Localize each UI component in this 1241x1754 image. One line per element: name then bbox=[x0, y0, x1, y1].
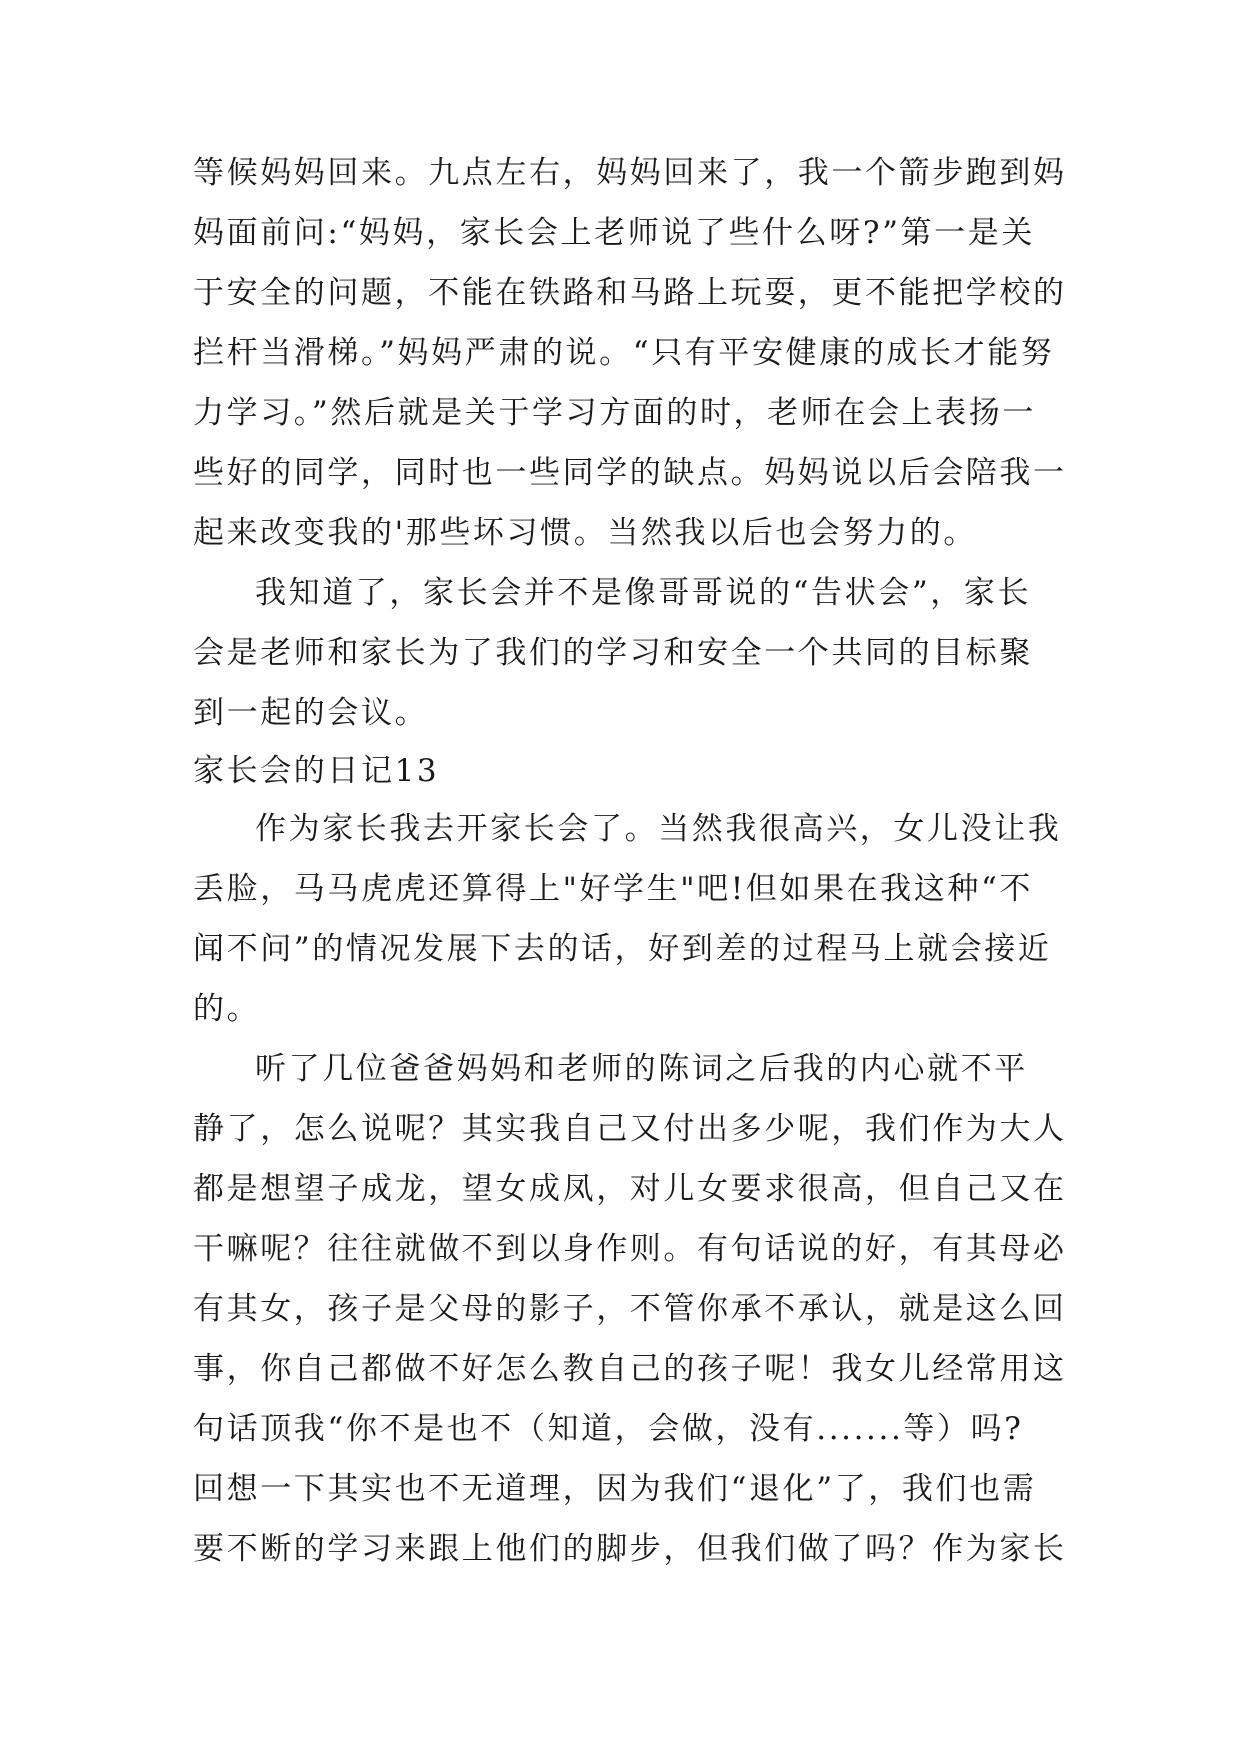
body-text-line: 起来改变我的'那些坏习惯。当然我以后也会努力的。 bbox=[193, 515, 977, 551]
paragraph-first-line: 我知道了，家长会并不是像哥哥说的“告状会”，家长 bbox=[255, 575, 1032, 611]
body-text-line: 于安全的问题，不能在铁路和马路上玩耍，更不能把学校的 bbox=[193, 275, 1067, 311]
body-text-line: 要不断的学习来跟上他们的脚步，但我们做了吗？作为家长 bbox=[193, 1531, 1067, 1567]
body-text-line: 些好的同学，同时也一些同学的缺点。妈妈说以后会陪我一 bbox=[193, 455, 1067, 491]
section-heading: 家长会的日记13 bbox=[193, 753, 440, 789]
paragraph-first-line: 听了几位爸爸妈妈和老师的陈词之后我的内心就不平 bbox=[255, 1051, 1028, 1087]
body-text-line: 都是想望子成龙，望女成凤，对儿女要求很高，但自己又在 bbox=[193, 1171, 1067, 1207]
body-text-line: 有其女，孩子是父母的影子，不管你承不承认，就是这么回 bbox=[193, 1291, 1067, 1327]
body-text-line: 丢脸，马马虎虎还算得上"好学生"吧!但如果在我这种“不 bbox=[193, 871, 1034, 907]
body-text-line: 回想一下其实也不无道理，因为我们“退化”了，我们也需 bbox=[193, 1471, 1037, 1507]
body-text-line: 拦杆当滑梯。”妈妈严肃的说。“只有平安健康的成长才能努 bbox=[193, 335, 1055, 371]
body-text-line: 会是老师和家长为了我们的学习和安全一个共同的目标聚 bbox=[193, 635, 1033, 671]
body-text-line: 等候妈妈回来。九点左右，妈妈回来了，我一个箭步跑到妈 bbox=[193, 155, 1067, 191]
body-text-line: 句话顶我“你不是也不（知道，会做，没有.......等）吗? bbox=[193, 1411, 1024, 1447]
body-text-line: 事，你自己都做不好怎么教自己的孩子呢！我女儿经常用这 bbox=[193, 1351, 1067, 1387]
body-text-line: 干嘛呢？往往就做不到以身作则。有句话说的好，有其母必 bbox=[193, 1231, 1067, 1267]
body-text-line: 妈面前问:“妈妈，家长会上老师说了些什么呀?”第一是关 bbox=[193, 215, 1035, 251]
paragraph-first-line: 作为家长我去开家长会了。当然我很高兴，女儿没让我 bbox=[255, 811, 1062, 847]
body-text-line: 力学习。”然后就是关于学习方面的时，老师在会上表扬一 bbox=[193, 395, 1036, 431]
body-text-line: 静了，怎么说呢？其实我自己又付出多少呢，我们作为大人 bbox=[193, 1111, 1067, 1147]
body-text-line: 的。 bbox=[193, 991, 261, 1027]
body-text-line: 闻不问”的情况发展下去的话，好到差的过程马上就会接近 bbox=[193, 931, 1052, 967]
body-text-line: 到一起的会议。 bbox=[193, 695, 429, 731]
